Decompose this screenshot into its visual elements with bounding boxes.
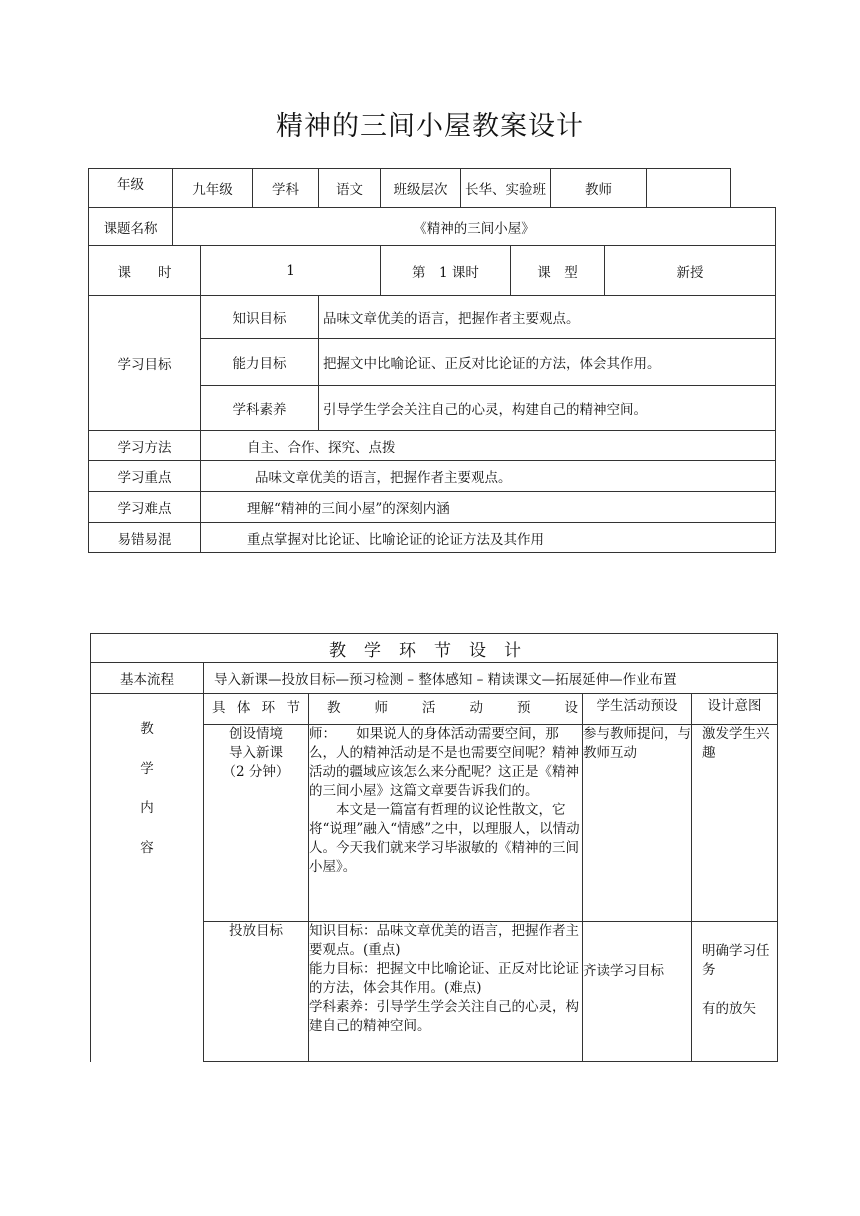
col-teacher-char: 师 — [374, 700, 388, 716]
col-step-char: 具 — [212, 700, 226, 716]
goal-text: 引导学生学会关注自己的心灵，构建自己的精神空间。 — [319, 386, 776, 431]
teacher-paragraph: 本文是一篇富有哲理的议论性散文，它将“说理”融入“情感”之中，以理服人，以情动人。今天我们就来学习毕淑敏的《精神的三间小屋》。 — [309, 802, 580, 875]
student-activity-cell: 参与教师提问，与教师互动 — [583, 725, 692, 922]
flow-label: 基本流程 — [91, 663, 204, 694]
goal-label: 学科素养 — [201, 386, 319, 431]
teacher-activity-cell — [309, 922, 583, 1062]
side-label — [91, 694, 204, 1062]
teacher-paragraph: 知识目标：品味文章优美的语言，把握作者主要观点。(重点) — [309, 923, 579, 958]
lesson-info-table — [88, 168, 776, 553]
topic-value: 《精神的三间小屋》 — [173, 208, 776, 246]
col-student-header: 学生活动预设 — [583, 694, 692, 725]
col-step-char: 体 — [236, 700, 251, 716]
col-teacher-char: 预 — [517, 700, 531, 716]
subject-label: 学科 — [253, 169, 319, 208]
design-heading: 教学环节设计 — [91, 634, 778, 663]
method-label: 学习方法 — [89, 431, 201, 461]
period-label: 课 时 — [89, 246, 201, 296]
col-teacher-char: 教 — [327, 700, 341, 716]
goal-text: 把握文中比喻论证、正反对比论证的方法，体会其作用。 — [319, 339, 776, 386]
type-label: 课 型 — [511, 246, 605, 296]
confusion-value: 重点掌握对比论证、比喻论证的论证方法及其作用 — [201, 523, 776, 553]
subject-value: 语文 — [319, 169, 381, 208]
confusion-label: 易错易混 — [89, 523, 201, 553]
goal-label: 知识目标 — [201, 296, 319, 339]
teacher-paragraph: 学科素养：引导学生学会关注自己的心灵，构建自己的精神空间。 — [309, 999, 579, 1034]
lesson-number: 第 1 课时 — [381, 246, 511, 296]
step-cell — [204, 922, 309, 1062]
teacher-paragraph: 师： 如果说人的身体活动需要空间，那么，人的精神活动是不是也需要空间呢？精神活动的疆域应该怎么来分配呢？这正是《精神的三间小屋》这篇文章要告诉我们的。 — [309, 726, 579, 799]
col-intent-header: 设计意图 — [692, 694, 778, 725]
step-line: 创设情境 — [229, 726, 283, 742]
goal-label: 能力目标 — [201, 339, 319, 386]
side-char: 内 — [140, 800, 154, 816]
col-step-char: 节 — [286, 700, 300, 716]
side-char: 学 — [140, 760, 154, 777]
flow-value: 导入新课—投放目标—预习检测 – 整体感知 – 精读课文—拓展延伸—作业布置 — [204, 663, 778, 694]
col-step-header — [204, 694, 309, 725]
step-cell — [204, 725, 309, 922]
step-line: （2 分钟） — [222, 764, 290, 780]
level-label: 班级层次 — [381, 169, 461, 208]
period-value: 1 — [201, 246, 381, 296]
step-line: 投放目标 — [229, 923, 283, 939]
key-value: 品味文章优美的语言，把握作者主要观点。 — [201, 461, 776, 492]
intent-cell — [692, 725, 778, 922]
teacher-activity-cell — [309, 725, 583, 922]
topic-label: 课题名称 — [89, 208, 173, 246]
step-line: 导入新课 — [229, 745, 283, 761]
intent-cell — [692, 922, 778, 1062]
col-teacher-char: 设 — [564, 700, 578, 716]
side-char: 容 — [140, 839, 154, 856]
col-teacher-char: 活 — [422, 700, 436, 716]
level-value: 长华、实验班 — [461, 169, 551, 208]
difficulty-label: 学习难点 — [89, 492, 201, 523]
teacher-value — [647, 169, 731, 208]
goal-text: 品味文章优美的语言，把握作者主要观点。 — [319, 296, 776, 339]
intent-line: 有的放矢 — [702, 1001, 756, 1017]
col-teacher-header — [309, 694, 583, 725]
teacher-paragraph: 能力目标：把握文中比喻论证、正反对比论证的方法，体会其作用。(难点) — [309, 961, 579, 996]
student-activity-cell: 齐读学习目标 — [583, 922, 692, 1062]
intent-line: 明确学习任务 — [702, 943, 770, 978]
key-label: 学习重点 — [89, 461, 201, 492]
page-title: 精神的三间小屋教案设计 — [276, 111, 584, 142]
teaching-design-table — [90, 633, 778, 1062]
col-teacher-char: 动 — [469, 700, 483, 716]
goals-label: 学习目标 — [89, 296, 201, 431]
difficulty-value: 理解“精神的三间小屋”的深刻内涵 — [201, 492, 776, 523]
grade-value: 九年级 — [173, 169, 253, 208]
grade-label: 年级 — [89, 169, 173, 208]
col-step-char: 环 — [261, 700, 276, 716]
side-char: 教 — [140, 721, 154, 737]
teacher-label: 教师 — [551, 169, 647, 208]
type-value: 新授 — [605, 246, 776, 296]
intent-line: 激发学生兴趣 — [702, 726, 770, 761]
method-value: 自主、合作、探究、点拨 — [201, 431, 776, 461]
blank-cell — [731, 169, 776, 208]
intent-spacer — [702, 980, 777, 1000]
